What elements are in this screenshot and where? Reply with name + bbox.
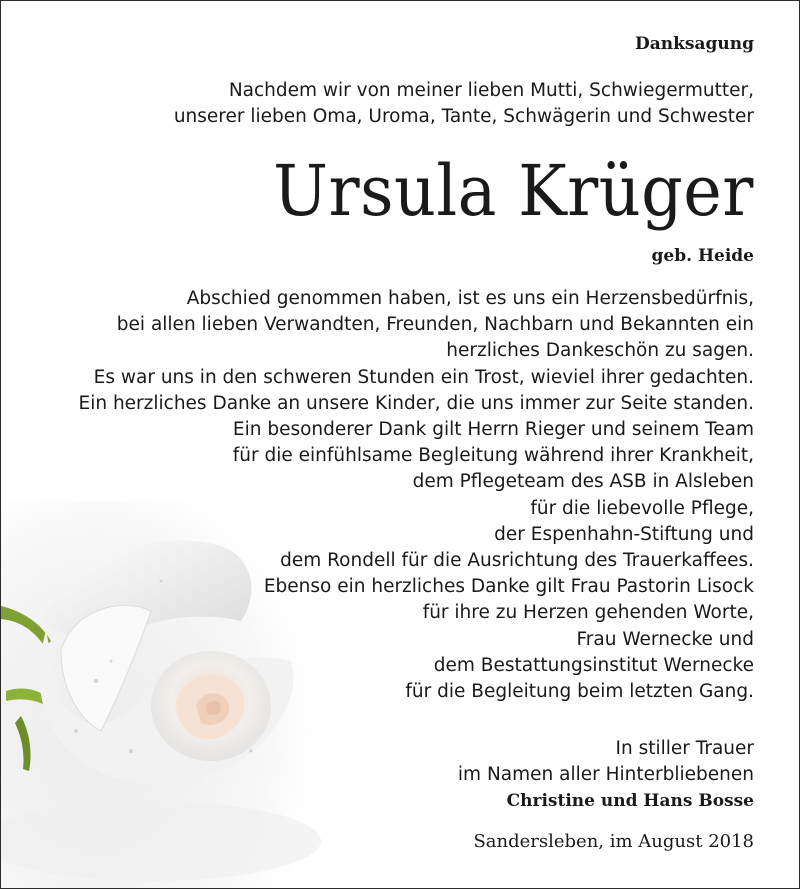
body-line: Es war uns in den schweren Stunden ein Trost, wieviel ihrer gedachten. (93, 366, 754, 388)
body-line: dem Bestattungsinstitut Wernecke (433, 654, 754, 676)
closing-line: im Namen aller Hinterbliebenen (457, 764, 754, 785)
body-line: der Espenhahn-Stiftung und (494, 523, 754, 545)
thanks-text (79, 286, 754, 705)
body-line: dem Pflegeteam des ASB in Alsleben (412, 471, 754, 493)
deceased-name: Ursula Krüger (273, 150, 754, 232)
intro-line: unserer lieben Oma, Uroma, Tante, Schwägerin und Schwester (173, 106, 754, 127)
body-line: Ein herzliches Danke an unsere Kinder, die uns immer zur Seite standen. (78, 392, 754, 414)
intro-text (174, 78, 754, 130)
intro-line: Nachdem wir von meiner lieben Mutti, Schwiegermutter, (228, 80, 754, 101)
closing-block (458, 736, 754, 814)
body-line: bei allen lieben Verwandten, Freunden, Nachbarn und Bekannten ein (116, 314, 754, 336)
body-line: für die liebevolle Pflege, (530, 497, 754, 519)
body-line: herzliches Dankeschön zu sagen. (446, 340, 754, 362)
body-line: Frau Wernecke und (576, 628, 754, 650)
closing-line: In stiller Trauer (615, 738, 754, 759)
body-line: für ihre zu Herzen gehenden Worte, (422, 602, 754, 624)
body-line: für die einfühlsame Begleitung während ihrer Krankheit, (232, 445, 754, 467)
notice-heading: Danksagung (635, 34, 754, 54)
signers: Christine und Hans Bosse (506, 791, 754, 811)
body-line: dem Rondell für die Ausrichtung des Trauerkaffees. (280, 550, 754, 572)
body-line: Abschied genommen haben, ist es uns ein Herzensbedürfnis, (186, 288, 754, 309)
birth-name: geb. Heide (651, 246, 754, 266)
body-line: Ebenso ein herzliches Danke gilt Frau Pastorin Lisock (263, 576, 754, 598)
body-line: Ein besonderer Dank gilt Herrn Rieger und seinem Team (232, 419, 754, 441)
place-date: Sandersleben, im August 2018 (473, 831, 754, 852)
body-line: für die Begleitung beim letzten Gang. (405, 681, 754, 703)
